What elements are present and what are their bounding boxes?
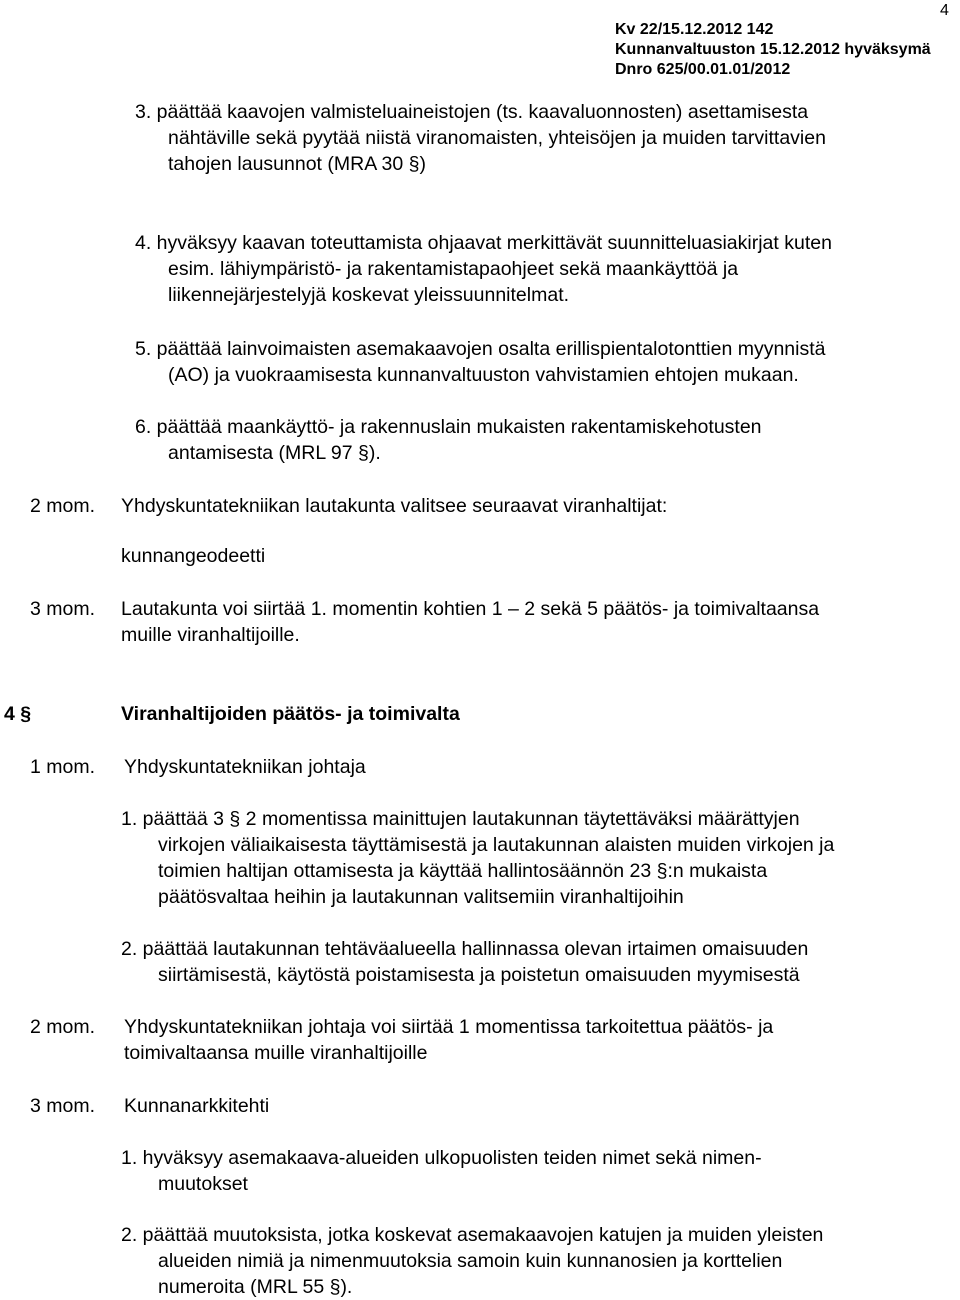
item-5-line-1: 5. päättää lainvoimaisten asemakaavojen osalta erillispientalotonttien myynnistä xyxy=(135,338,826,360)
s4-m3-item-2-line-1: 2. päättää muutoksista, jotka koskevat asemakaavojen katujen ja muiden yleisten xyxy=(121,1224,824,1246)
item-5-line-2: (AO) ja vuokraamisesta kunnanvaltuuston vahvistamien ehtojen mukaan. xyxy=(168,364,799,386)
section-title: Viranhaltijoiden päätös- ja toimivalta xyxy=(121,703,460,725)
s4-mom-3-official: Kunnanarkkitehti xyxy=(124,1095,270,1117)
mom-2-text: Yhdyskuntatekniikan lautakunta valitsee seuraavat viranhaltijat: xyxy=(121,495,668,517)
s4-m3-item-1-line-1: 1. hyväksyy asemakaava-alueiden ulkopuolisten teiden nimet sekä nimen- xyxy=(121,1147,762,1169)
s4-m1-item-1-line-4: päätösvaltaa heihin ja lautakunnan valitsemiin viranhaltijoihin xyxy=(158,886,684,908)
mom-2-official: kunnangeodeetti xyxy=(121,545,266,567)
item-3-line-3: tahojen lausunnot (MRA 30 §) xyxy=(168,153,426,175)
item-6-line-2: antamisesta (MRL 97 §). xyxy=(168,442,381,464)
s4-m3-item-2-line-2: alueiden nimiä ja nimenmuutoksia samoin kuin kunnanosien ja korttelien xyxy=(158,1250,783,1272)
header-line-2: Kunnanvaltuuston 15.12.2012 hyväksymä xyxy=(615,41,931,58)
s4-mom-2-line-2: toimivaltaansa muille viranhaltijoille xyxy=(124,1042,428,1064)
item-3-line-2: nähtäville sekä pyytää niistä viranomaisten, yhteisöjen ja muiden tarvittavien xyxy=(168,127,826,149)
mom-3-line-2: muille viranhaltijoille. xyxy=(121,624,300,646)
s4-mom-2-line-1: Yhdyskuntatekniikan johtaja voi siirtää 1 momentissa tarkoitettua päätös- ja xyxy=(124,1016,774,1038)
s4-m1-item-1-line-2: virkojen väliaikaisesta täyttämisestä ja lautakunnan alaisten muiden virkojen ja xyxy=(158,834,835,856)
mom-3-label: 3 mom. xyxy=(30,598,96,620)
header-line-3: Dnro 625/00.01.01/2012 xyxy=(615,61,791,78)
item-4-line-2: esim. lähiympäristö- ja rakentamistapaohjeet sekä maankäyttöä ja xyxy=(168,258,739,280)
item-4-line-1: 4. hyväksyy kaavan toteuttamista ohjaavat merkittävät suunnitteluasiakirjat kuten xyxy=(135,232,832,254)
mom-2-label: 2 mom. xyxy=(30,495,96,517)
s4-m1-item-1-line-3: toimien haltijan ottamisesta ja käyttää hallintosäännön 23 §:n mukaista xyxy=(158,860,768,882)
s4-m1-item-2-line-2: siirtämisestä, käytöstä poistamisesta ja poistetun omaisuuden myymisestä xyxy=(158,964,800,986)
s4-m1-item-1-line-1: 1. päättää 3 § 2 momentissa mainittujen lautakunnan täytettäväksi määrättyjen xyxy=(121,808,800,830)
s4-mom-2-label: 2 mom. xyxy=(30,1016,96,1038)
item-6-line-1: 6. päättää maankäyttö- ja rakennuslain mukaisten rakentamiskehotusten xyxy=(135,416,762,438)
item-4-line-3: liikennejärjestelyjä koskevat yleissuunnitelmat. xyxy=(168,284,570,306)
page-number: 4 xyxy=(940,2,949,19)
mom-3-line-1: Lautakunta voi siirtää 1. momentin kohtien 1 – 2 sekä 5 päätös- ja toimivaltaansa xyxy=(121,598,820,620)
s4-mom-3-label: 3 mom. xyxy=(30,1095,96,1117)
s4-mom-1-label: 1 mom. xyxy=(30,756,96,778)
s4-m1-item-2-line-1: 2. päättää lautakunnan tehtäväalueella hallinnassa olevan irtaimen omaisuuden xyxy=(121,938,809,960)
header-line-1: Kv 22/15.12.2012 142 xyxy=(615,21,774,38)
s4-mom-1-official: Yhdyskuntatekniikan johtaja xyxy=(124,756,366,778)
section-number: 4 § xyxy=(4,703,32,725)
s4-m3-item-2-line-3: numeroita (MRL 55 §). xyxy=(158,1276,353,1298)
s4-m3-item-1-line-2: muutokset xyxy=(158,1173,248,1195)
item-3-line-1: 3. päättää kaavojen valmisteluaineistojen (ts. kaavaluonnosten) asettamisesta xyxy=(135,101,809,123)
